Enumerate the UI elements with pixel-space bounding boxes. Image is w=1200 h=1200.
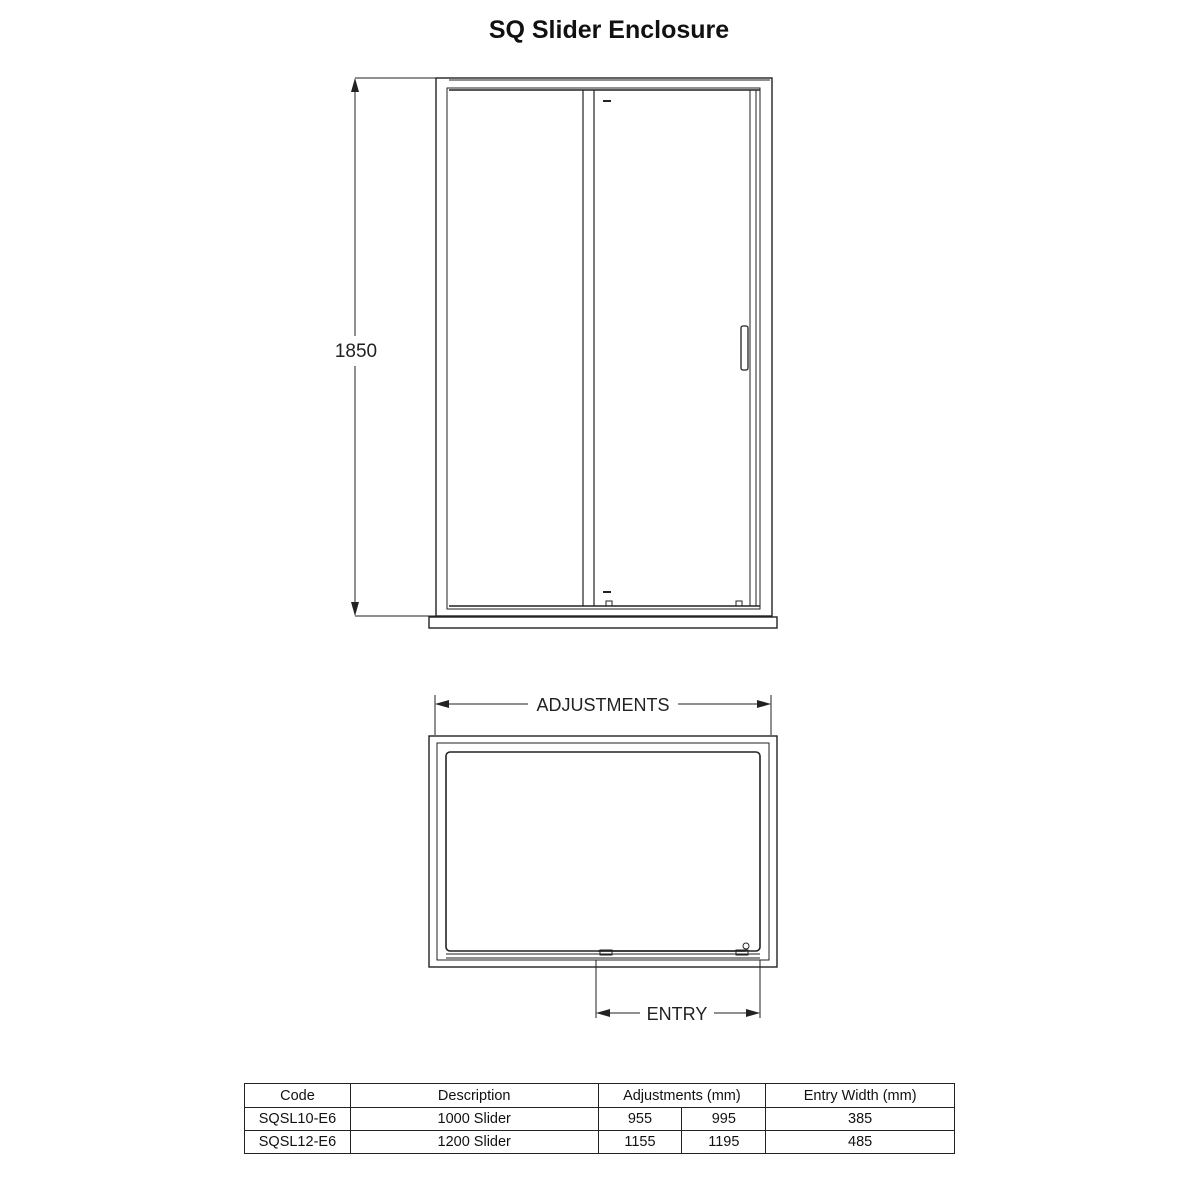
- header-adjustments: Adjustments (mm): [598, 1084, 766, 1108]
- tray-plan-outer: [429, 736, 777, 967]
- cell-adjustment-max: 995: [682, 1108, 766, 1131]
- header-code: Code: [245, 1084, 351, 1108]
- tray-plan-basin: [446, 752, 760, 951]
- table-row: [245, 1108, 955, 1131]
- cell-entry-width: 385: [766, 1108, 955, 1131]
- cell-entry-width: 485: [766, 1131, 955, 1154]
- table-header-row: [245, 1084, 955, 1108]
- header-entry-width: Entry Width (mm): [766, 1084, 955, 1108]
- front-elevation: [330, 78, 777, 628]
- cell-description: 1200 Slider: [350, 1131, 598, 1154]
- shower-tray: [429, 617, 777, 628]
- adjustments-dimension-label: ADJUSTMENTS: [536, 695, 670, 715]
- cell-description: 1000 Slider: [350, 1108, 598, 1131]
- door-handle: [741, 326, 748, 370]
- enclosure-frame-outer: [436, 78, 772, 616]
- diagram-title: SQ Slider Enclosure: [488, 16, 730, 44]
- cell-adjustment-min: 1155: [598, 1131, 682, 1154]
- cell-code: SQSL12-E6: [245, 1131, 351, 1154]
- plan-handle: [743, 943, 749, 949]
- header-description: Description: [350, 1084, 598, 1108]
- enclosure-frame-inner: [447, 88, 760, 609]
- cell-adjustment-min: 955: [598, 1108, 682, 1131]
- cell-code: SQSL10-E6: [245, 1108, 351, 1131]
- height-dimension-label: 1850: [334, 341, 378, 362]
- cell-adjustment-max: 1195: [682, 1131, 766, 1154]
- tray-plan-inner: [437, 743, 769, 960]
- plan-view: [429, 690, 777, 1026]
- entry-dimension-label: ENTRY: [646, 1004, 708, 1024]
- table-row: [245, 1131, 955, 1154]
- spec-table: [244, 1083, 955, 1154]
